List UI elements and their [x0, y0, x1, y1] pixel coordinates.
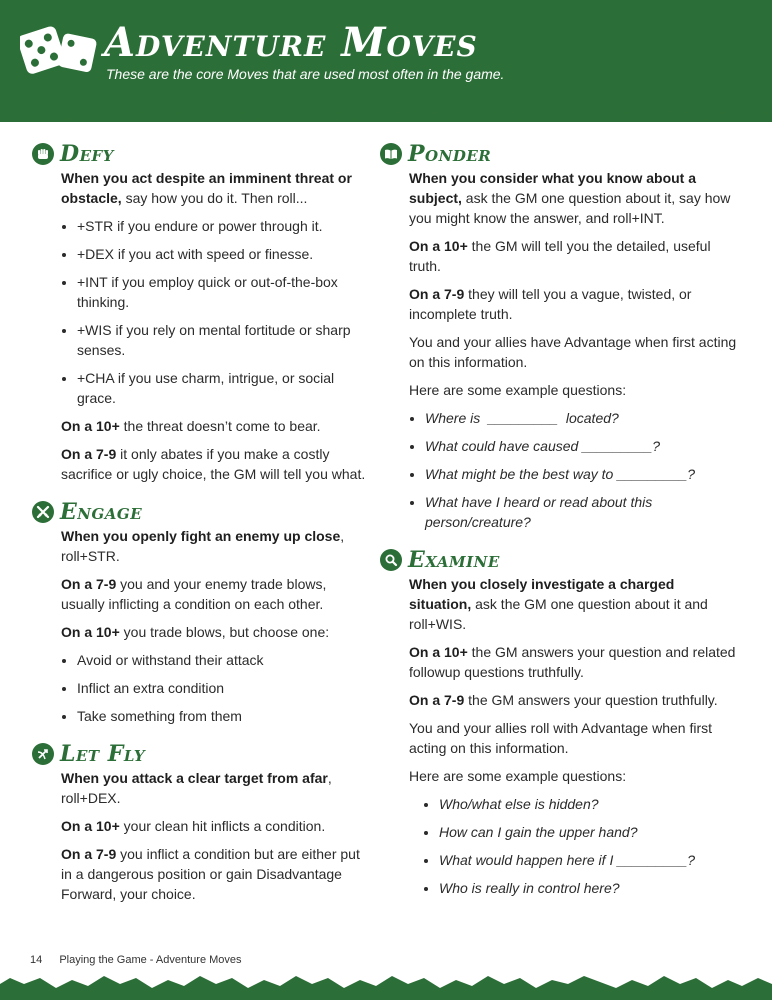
move-examine — [380, 546, 740, 898]
list-item: • Avoid or withstand their attack — [77, 650, 372, 670]
move-trigger: When you attack a clear target from afar, roll+DEX. — [61, 770, 332, 806]
list-item: • How can I gain the upper hand? — [439, 822, 740, 842]
move-trigger: When you consider what you know about a subject, ask the GM one question about it, say how you might know the answer, and roll+INT. — [409, 170, 731, 226]
list-item: • +WIS if you rely on mental fortitude or sharp senses. — [77, 320, 372, 360]
left-column — [32, 140, 372, 918]
move-title: Let Fly — [60, 741, 146, 767]
list-item: • What would happen here if I _________? — [439, 850, 740, 870]
option-list — [61, 650, 372, 726]
book-icon — [380, 143, 402, 165]
move-defy — [32, 140, 372, 484]
rough-edge-decoration — [0, 96, 772, 126]
list-item: • Inflict an extra condition — [77, 678, 372, 698]
dice-icon — [20, 14, 98, 84]
bow-arrow-icon — [32, 743, 54, 765]
crossed-swords-icon — [32, 501, 54, 523]
move-title: Ponder — [408, 141, 492, 167]
list-item: • +INT if you employ quick or out-of-the-box thinking. — [77, 272, 372, 312]
result-7-9: On a 7-9 the GM answers your question truthfully. — [409, 692, 718, 708]
rough-edge-decoration — [0, 972, 772, 1000]
list-item: • Take something from them — [77, 706, 372, 726]
move-trigger: When you closely investigate a charged situation, ask the GM one question about it and roll+WIS. — [409, 576, 708, 632]
example-questions — [409, 408, 740, 532]
footer-section: Playing the Game - Adventure Moves — [59, 954, 242, 966]
result-10-plus: On a 10+ your clean hit inflicts a condition. — [61, 818, 326, 834]
result-7-9: On a 7-9 you and your enemy trade blows, usually inflicting a condition on each other. — [61, 576, 327, 612]
result-10-plus: On a 10+ the threat doesn’t come to bear. — [61, 418, 321, 434]
result-7-9: On a 7-9 it only abates if you make a costly sacrifice or ugly choice, the GM will tell you what. — [61, 446, 366, 482]
list-item: • +DEX if you act with speed or finesse. — [77, 244, 372, 264]
list-item: • +STR if you endure or power through it. — [77, 216, 372, 236]
list-item: • Who is really in control here? — [439, 878, 740, 898]
result-10-plus: On a 10+ the GM will tell you the detailed, useful truth. — [409, 238, 711, 274]
magnifier-icon — [380, 549, 402, 571]
move-let-fly — [32, 740, 372, 904]
list-item: • Who/what else is hidden? — [439, 794, 740, 814]
advantage-note: You and your allies have Advantage when first acting on this information. — [409, 334, 737, 370]
result-7-9: On a 7-9 they will tell you a vague, twisted, or incomplete truth. — [409, 286, 692, 322]
list-item: • Where is _________ located? — [425, 408, 740, 428]
result-10-plus: On a 10+ the GM answers your question and related followup questions truthfully. — [409, 644, 736, 680]
page-footer — [30, 954, 242, 966]
page-header — [0, 0, 772, 122]
page-number: 14 — [30, 954, 43, 966]
move-trigger: When you openly fight an enemy up close, roll+STR. — [61, 528, 345, 564]
move-engage — [32, 498, 372, 726]
page-title: Adventure Moves — [104, 19, 478, 66]
list-item: • What might be the best way to _________? — [425, 464, 740, 484]
list-item: • What have I heard or read about this person/creature? — [425, 492, 740, 532]
move-title: Examine — [408, 547, 500, 573]
move-title: Defy — [60, 141, 114, 167]
result-10-plus: On a 10+ you trade blows, but choose one: — [61, 624, 330, 640]
examples-label: Here are some example questions: — [409, 382, 627, 398]
move-trigger: When you act despite an imminent threat or obstacle, say how you do it. Then roll... — [61, 170, 352, 206]
list-item: • +CHA if you use charm, intrigue, or social grace. — [77, 368, 372, 408]
right-column — [380, 140, 740, 912]
result-7-9: On a 7-9 you inflict a condition but are either put in a dangerous position or gain Disadvantage Forward, your choice. — [61, 846, 360, 902]
example-questions — [409, 794, 740, 898]
examples-label: Here are some example questions: — [409, 768, 627, 784]
list-item: • What could have caused _________? — [425, 436, 740, 456]
stat-list — [61, 216, 372, 408]
move-title: Engage — [60, 499, 143, 525]
advantage-note: You and your allies roll with Advantage when first acting on this information. — [409, 720, 712, 756]
move-ponder — [380, 140, 740, 532]
fist-icon — [32, 143, 54, 165]
page-subtitle: These are the core Moves that are used most often in the game. — [106, 66, 505, 82]
